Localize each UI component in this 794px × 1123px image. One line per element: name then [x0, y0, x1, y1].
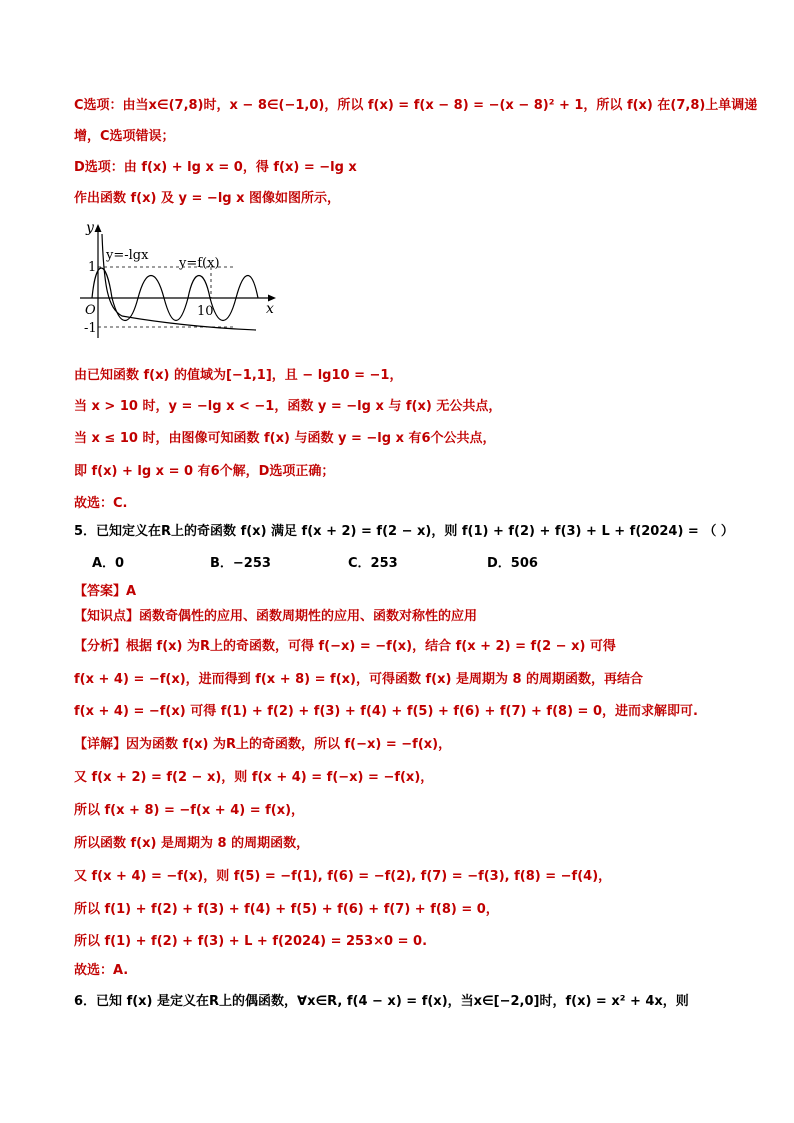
q5-detail-line-2: 又 f(x + 2) = f(2 − x)，则 f(x + 4) = f(−x) = −f(x)， [74, 770, 434, 785]
knowledge-label: 【知识点】 [74, 609, 140, 624]
q5-detail-line-1 [74, 735, 451, 755]
graph-intro-line: 作出函数 f(x) 及 y = −lg x 图像如图所示， [74, 191, 341, 206]
graph-one-label: 1 [88, 260, 97, 275]
d-option-line: D选项：由 f(x) + lg x = 0，得 f(x) = −lg x [74, 160, 357, 175]
c-option-line-2: 增，C选项错误； [74, 129, 175, 144]
q5-detail-line-6: 所以 f(1) + f(2) + f(3) + f(4) + f(5) + f(6) + f(7) + f(8) = 0， [74, 902, 499, 917]
graph-origin-label: O [85, 303, 96, 318]
q5-stem: 5．已知定义在R上的奇函数 f(x) 满足 f(x + 2) = f(2 − x)，则 f(1) + f(2) + f(3) + L + f(2024) = （ ） [74, 524, 734, 539]
gt10-line: 当 x > 10 时，y = −lg x < −1，函数 y = −lg x 与 f(x) 无公共点， [74, 399, 502, 414]
knowledge-text: 函数奇偶性的应用、函数周期性的应用、函数对称性的应用 [139, 609, 478, 624]
le10-line: 当 x ≤ 10 时，由图像可知函数 f(x) 与函数 y = −lg x 有6个公共点， [74, 431, 496, 446]
graph-y-label: y [86, 220, 94, 236]
range-line: 由已知函数 f(x) 的值域为[−1,1]，且 − lg10 = −1， [74, 368, 403, 383]
q5-analysis-line-3: f(x + 4) = −f(x) 可得 f(1) + f(2) + f(3) + f(4) + f(5) + f(6) + f(7) + f(8) = 0，进而求解即可. [74, 704, 698, 719]
q5-detail-line-3: 所以 f(x + 8) = −f(x + 4) = f(x)， [74, 803, 305, 818]
detail-text-1: 因为函数 f(x) 为R上的奇函数，所以 f(−x) = −f(x)， [126, 737, 452, 752]
analysis-label: 【分析】 [74, 639, 127, 654]
q5-option-b: B．−253 [210, 556, 271, 571]
answer-label: 【答案】 [74, 584, 127, 599]
detail-label: 【详解】 [74, 737, 127, 752]
q5-option-d: D．506 [487, 556, 538, 571]
q6-stem: 6．已知 f(x) 是定义在R上的偶函数，∀x∈R, f(4 − x) = f(x)，当x∈[−2,0]时，f(x) = x² + 4x，则 [74, 994, 689, 1009]
c-option-line-1: C选项：由当x∈(7,8)时，x − 8∈(−1,0)，所以 f(x) = f(x − 8) = −(x − 8)² + 1，所以 f(x) 在(7,8)上单调递 [74, 98, 758, 113]
graph-x-label: x [266, 301, 274, 317]
function-graph [76, 218, 286, 343]
q5-choose-line: 故选：A. [74, 963, 129, 978]
q5-option-a: A．0 [92, 556, 125, 571]
q5-analysis-line-2: f(x + 4) = −f(x)，进而得到 f(x + 8) = f(x)，可得函数 f(x) 是周期为 8 的周期函数，再结合 [74, 672, 644, 687]
y-axis-arrow [95, 224, 102, 232]
choose-c-line: 故选：C. [74, 496, 128, 511]
answer-value: A [126, 584, 137, 599]
q5-detail-line-5: 又 f(x + 4) = −f(x)，则 f(5) = −f(1), f(6) = −f(2), f(7) = −f(3), f(8) = −f(4)， [74, 869, 612, 884]
analysis-text-1: 根据 f(x) 为R上的奇函数，可得 f(−x) = −f(x)，结合 f(x + 2) = f(2 − x) 可得 [126, 639, 616, 654]
graph-neg-one-label: -1 [84, 321, 97, 336]
q5-answer-line [74, 582, 136, 602]
curve-f [92, 268, 258, 321]
q5-option-c: C．253 [348, 556, 398, 571]
graph-f-curve-label: y=f(x) [179, 256, 220, 271]
q5-knowledge-line [74, 607, 477, 627]
solutions-line: 即 f(x) + lg x = 0 有6个解，D选项正确； [74, 464, 335, 479]
graph-lg-curve-label: y=-lgx [106, 248, 149, 263]
graph-ten-label: 10 [197, 304, 214, 319]
q5-detail-line-4: 所以函数 f(x) 是周期为 8 的周期函数， [74, 836, 310, 851]
q5-detail-line-7: 所以 f(1) + f(2) + f(3) + L + f(2024) = 253×0 = 0. [74, 934, 428, 949]
q5-analysis-line-1 [74, 637, 616, 657]
